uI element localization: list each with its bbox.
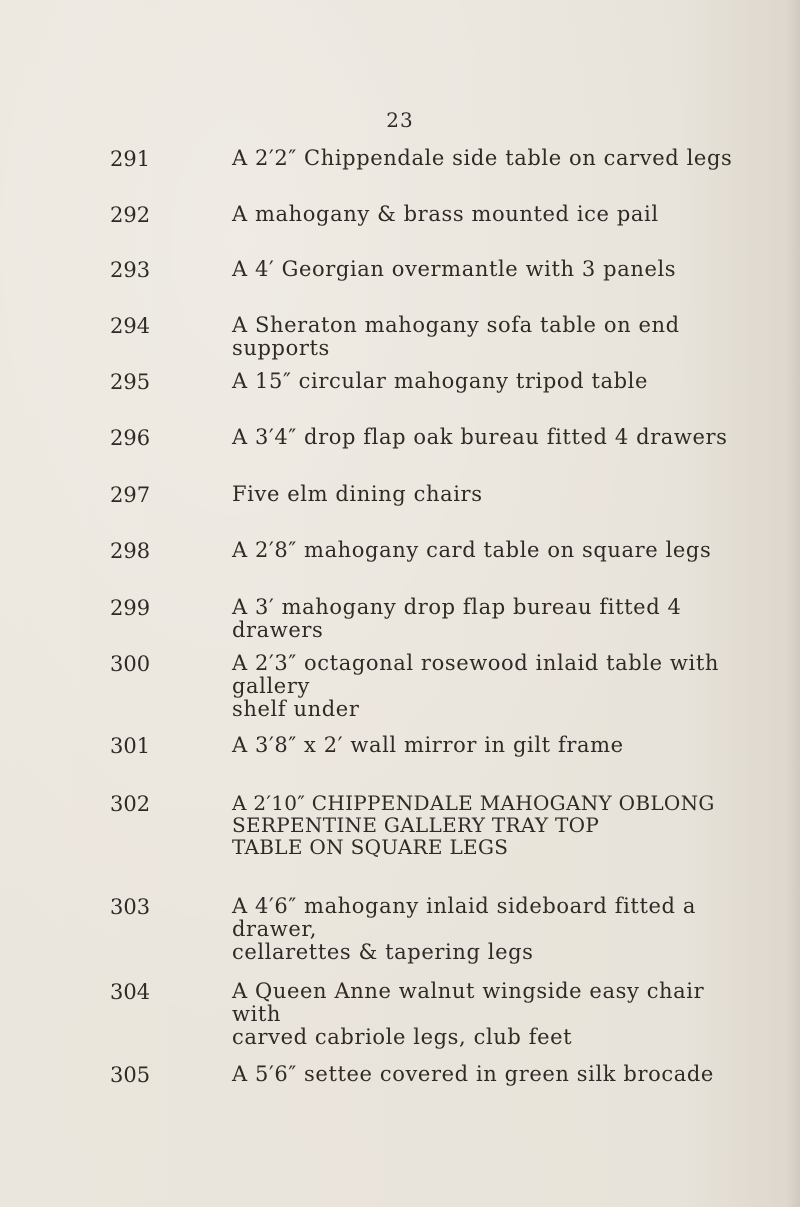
lot-number: 295: [110, 370, 151, 394]
lot-description: A 4′ Georgian overmantle with 3 panels: [232, 257, 677, 281]
lot-number: 291: [110, 147, 151, 171]
lot-number: 294: [110, 314, 151, 338]
lot-number: 292: [110, 203, 151, 227]
lot-description: A 2′10″ CHIPPENDALE MAHOGANY OBLONG SERPENTINE GALLERY TRAY TOP TABLE ON SQUARE LEGS: [232, 791, 715, 859]
lot-number: 305: [110, 1063, 151, 1087]
lot-number: 293: [110, 258, 151, 282]
lot-number: 301: [110, 734, 151, 758]
lot-description: A 2′2″ Chippendale side table on carved legs: [232, 146, 733, 170]
lot-description: A 2′8″ mahogany card table on square legs: [232, 538, 712, 562]
lot-description: A 3′8″ x 2′ wall mirror in gilt frame: [232, 733, 624, 757]
lot-number: 296: [110, 426, 151, 450]
lot-number: 304: [110, 980, 151, 1004]
lot-description: A 4′6″ mahogany inlaid sideboard fitted a drawer, cellarettes & tapering legs: [232, 894, 696, 964]
page-number: 23: [386, 108, 414, 132]
lot-description: A Queen Anne walnut wingside easy chair with carved cabriole legs, club feet: [232, 979, 705, 1049]
lot-number: 299: [110, 596, 151, 620]
lot-description: A 3′4″ drop flap oak bureau fitted 4 drawers: [232, 425, 728, 449]
lot-number: 298: [110, 539, 151, 563]
lot-description: A 5′6″ settee covered in green silk brocade: [232, 1062, 714, 1086]
lot-description: A 3′ mahogany drop flap bureau fitted 4 drawers: [232, 595, 682, 642]
lot-number: 300: [110, 652, 151, 676]
lot-number: 303: [110, 895, 151, 919]
lot-number: 297: [110, 483, 151, 507]
lot-number: 302: [110, 792, 151, 816]
lot-description: A 15″ circular mahogany tripod table: [232, 369, 649, 393]
lot-description: A mahogany & brass mounted ice pail: [232, 202, 659, 226]
lot-description: A Sheraton mahogany sofa table on end supports: [232, 313, 680, 360]
lot-description: Five elm dining chairs: [232, 482, 483, 506]
lot-description: A 2′3″ octagonal rosewood inlaid table with gallery shelf under: [232, 651, 719, 721]
page-edge-shadow: [786, 0, 800, 1207]
